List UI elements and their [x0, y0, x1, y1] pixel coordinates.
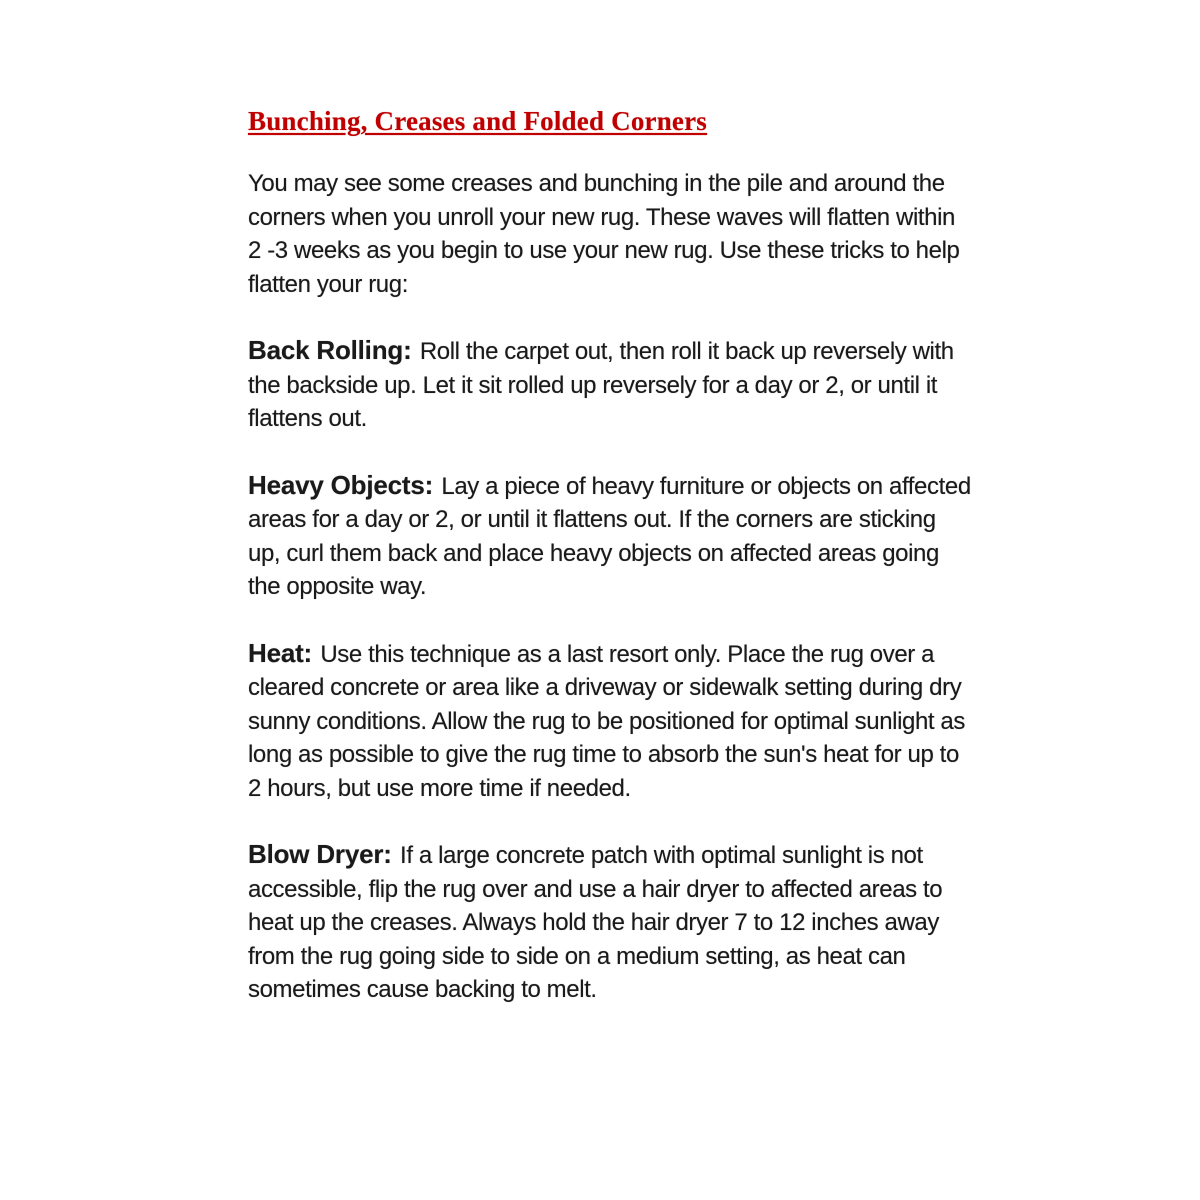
document-title: Bunching, Creases and Folded Corners [248, 106, 708, 136]
section-back-rolling-label: Back Rolling: [248, 335, 412, 365]
section-heavy-objects-label: Heavy Objects: [248, 469, 434, 500]
section-heat [248, 637, 973, 806]
section-blow-dryer-label: Blow Dryer: [248, 839, 392, 869]
section-heat-label: Heat: [248, 637, 313, 668]
section-back-rolling [248, 334, 973, 436]
section-heat-body: Use this technique as a last resort only. Place the rug over a cleared concrete or area like a driveway or sidewalk setting during dry sunny conditions. Allow the rug to be positioned for optimal sunlight as long as possible to give the rug time to absorb the sun's heat for up to 2 hours, but use more time if needed. [248, 640, 965, 802]
section-blow-dryer-body: If a large concrete patch with optimal sunlight is not accessible, flip the rug over and use a hair dryer to affected areas to heat up the creases. Always hold the hair dryer 7 to 12 inches away from the rug going side to side on a medium setting, as heat can sometimes cause backing to melt. [248, 842, 943, 1003]
section-back-rolling-body: Roll the carpet out, then roll it back up reversely with the backside up. Let it sit rolled up reversely for a day or 2, or until it flattens out. [248, 338, 954, 432]
document-content [248, 106, 973, 1040]
section-heavy-objects [248, 469, 973, 604]
section-blow-dryer [248, 838, 973, 1007]
intro-paragraph: You may see some creases and bunching in the pile and around the corners when you unroll your new rug. These waves will flatten within 2 -3 weeks as you begin to use your new rug. Use these tricks to help flatten your rug: [248, 170, 960, 298]
section-heavy-objects-body: Lay a piece of heavy furniture or objects on affected areas for a day or 2, or until it flattens out. If the corners are sticking up, curl them back and place heavy objects on affected areas going the opposite way. [248, 472, 971, 600]
